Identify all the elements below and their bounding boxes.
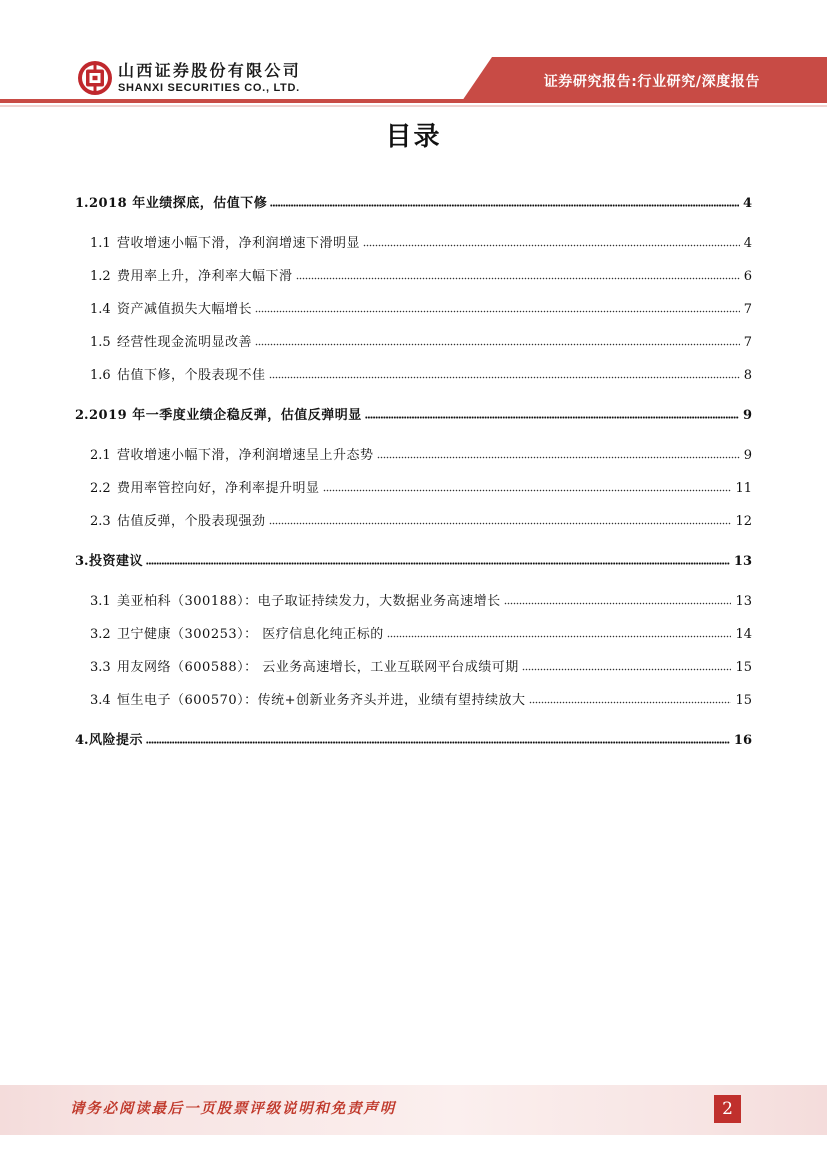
toc-entry-number: 1.2 [90, 269, 111, 284]
shanxi-securities-logo-icon [77, 60, 113, 96]
toc-entry-number: 4. [75, 733, 89, 748]
toc-entry-number: 3.4 [90, 693, 111, 708]
toc-dot-leader [269, 376, 740, 379]
toc-entry-number: 3.3 [90, 660, 111, 675]
toc-entry-3-2[interactable] [75, 618, 752, 651]
toc-entry-title: 营收增速小幅下滑，净利润增速下滑明显 [117, 236, 361, 251]
company-name-cn: 山西证券股份有限公司 [118, 61, 302, 80]
toc-entry-title: 恒生电子（600570）：传统+创新业务齐头并进，业绩有望持续放大 [117, 693, 526, 708]
toc-entry-title: 投资建议 [89, 554, 144, 569]
toc-entry-page: 14 [735, 627, 752, 642]
toc-entry-title: 风险提示 [89, 733, 144, 748]
toc-dot-leader [363, 244, 740, 247]
header-divider-thin [0, 105, 827, 107]
toc-entry-section-1[interactable] [75, 187, 752, 220]
toc-entry-page: 15 [735, 660, 752, 675]
toc-dot-leader [377, 456, 740, 459]
toc-entry-page: 12 [735, 514, 752, 529]
toc-dot-leader [269, 522, 732, 525]
toc-entry-title: 2019 年一季度业绩企稳反弹，估值反弹明显 [89, 408, 362, 423]
toc-entry-number: 2. [75, 408, 89, 423]
toc-entry-1-2[interactable] [75, 260, 752, 293]
toc-entry-title: 费用率管控向好，净利率提升明显 [117, 481, 320, 496]
toc-entry-title: 营收增速小幅下滑，净利润增速呈上升态势 [117, 448, 374, 463]
toc-dot-leader [323, 489, 732, 492]
toc-entry-1-6[interactable] [75, 359, 752, 392]
toc-entry-title: 资产减值损失大幅增长 [117, 302, 253, 317]
page-title: 目录 [385, 122, 442, 152]
toc-entry-2-2[interactable] [75, 472, 752, 505]
toc-entry-number: 1.1 [90, 236, 111, 251]
toc-dot-leader [296, 277, 740, 280]
toc-entry-page: 7 [743, 302, 752, 317]
toc-entry-number: 3.1 [90, 594, 111, 609]
toc-entry-section-2[interactable] [75, 399, 752, 432]
toc-entry-page: 9 [742, 408, 752, 423]
company-name-en: SHANXI SECURITIES CO., LTD. [118, 82, 300, 94]
toc-entry-page: 9 [743, 448, 752, 463]
toc-entry-title: 2018 年业绩探底，估值下修 [89, 196, 268, 211]
toc-entry-3-1[interactable] [75, 585, 752, 618]
toc-dot-leader [504, 602, 732, 605]
toc-dot-leader [529, 701, 732, 704]
toc-entry-section-3[interactable] [75, 545, 752, 578]
toc-entry-number: 1.6 [90, 368, 111, 383]
toc-entry-1-4[interactable] [75, 293, 752, 326]
toc-entry-1-5[interactable] [75, 326, 752, 359]
toc-entry-page: 13 [735, 594, 752, 609]
toc-entry-page: 15 [735, 693, 752, 708]
toc-entry-number: 3. [75, 554, 89, 569]
toc-entry-title: 经营性现金流明显改善 [117, 335, 253, 350]
toc-entry-title: 估值反弹，个股表现强劲 [117, 514, 266, 529]
toc-entry-page: 4 [743, 236, 752, 251]
toc-entry-number: 2.3 [90, 514, 111, 529]
toc-entry-title: 费用率上升，净利率大幅下滑 [117, 269, 293, 284]
report-type-label: 证券研究报告:行业研究/深度报告 [543, 74, 760, 90]
toc-dot-leader [270, 204, 739, 207]
page-number: 2 [714, 1095, 741, 1123]
table-of-contents [75, 187, 752, 764]
toc-entry-number: 1. [75, 196, 89, 211]
toc-entry-3-4[interactable] [75, 684, 752, 717]
toc-entry-number: 1.4 [90, 302, 111, 317]
toc-entry-page: 6 [743, 269, 752, 284]
toc-dot-leader [146, 741, 730, 744]
toc-entry-3-3[interactable] [75, 651, 752, 684]
toc-entry-title: 美亚柏科（300188）：电子取证持续发力，大数据业务高速增长 [117, 594, 501, 609]
toc-entry-1-1[interactable] [75, 227, 752, 260]
toc-entry-title: 估值下修，个股表现不佳 [117, 368, 266, 383]
toc-entry-number: 3.2 [90, 627, 111, 642]
toc-dot-leader [387, 635, 732, 638]
toc-dot-leader [522, 668, 732, 671]
toc-entry-title: 用友网络（600588）： 云业务高速增长，工业互联网平台成绩可期 [117, 660, 519, 675]
toc-entry-2-3[interactable] [75, 505, 752, 538]
toc-entry-section-4[interactable] [75, 724, 752, 757]
toc-dot-leader [255, 310, 740, 313]
toc-entry-page: 13 [733, 554, 752, 569]
toc-entry-number: 2.2 [90, 481, 111, 496]
toc-dot-leader [255, 343, 740, 346]
toc-entry-number: 2.1 [90, 448, 111, 463]
toc-entry-page: 16 [733, 733, 752, 748]
toc-entry-2-1[interactable] [75, 439, 752, 472]
toc-entry-number: 1.5 [90, 335, 111, 350]
toc-entry-page: 7 [743, 335, 752, 350]
toc-entry-page: 4 [742, 196, 752, 211]
toc-dot-leader [146, 562, 730, 565]
toc-entry-page: 11 [735, 481, 752, 496]
toc-dot-leader [365, 416, 739, 419]
toc-entry-page: 8 [743, 368, 752, 383]
header-divider [0, 99, 827, 103]
toc-entry-title: 卫宁健康（300253）： 医疗信息化纯正标的 [117, 627, 384, 642]
footer-disclaimer: 请务必阅读最后一页股票评级说明和免责声明 [70, 1100, 396, 1117]
